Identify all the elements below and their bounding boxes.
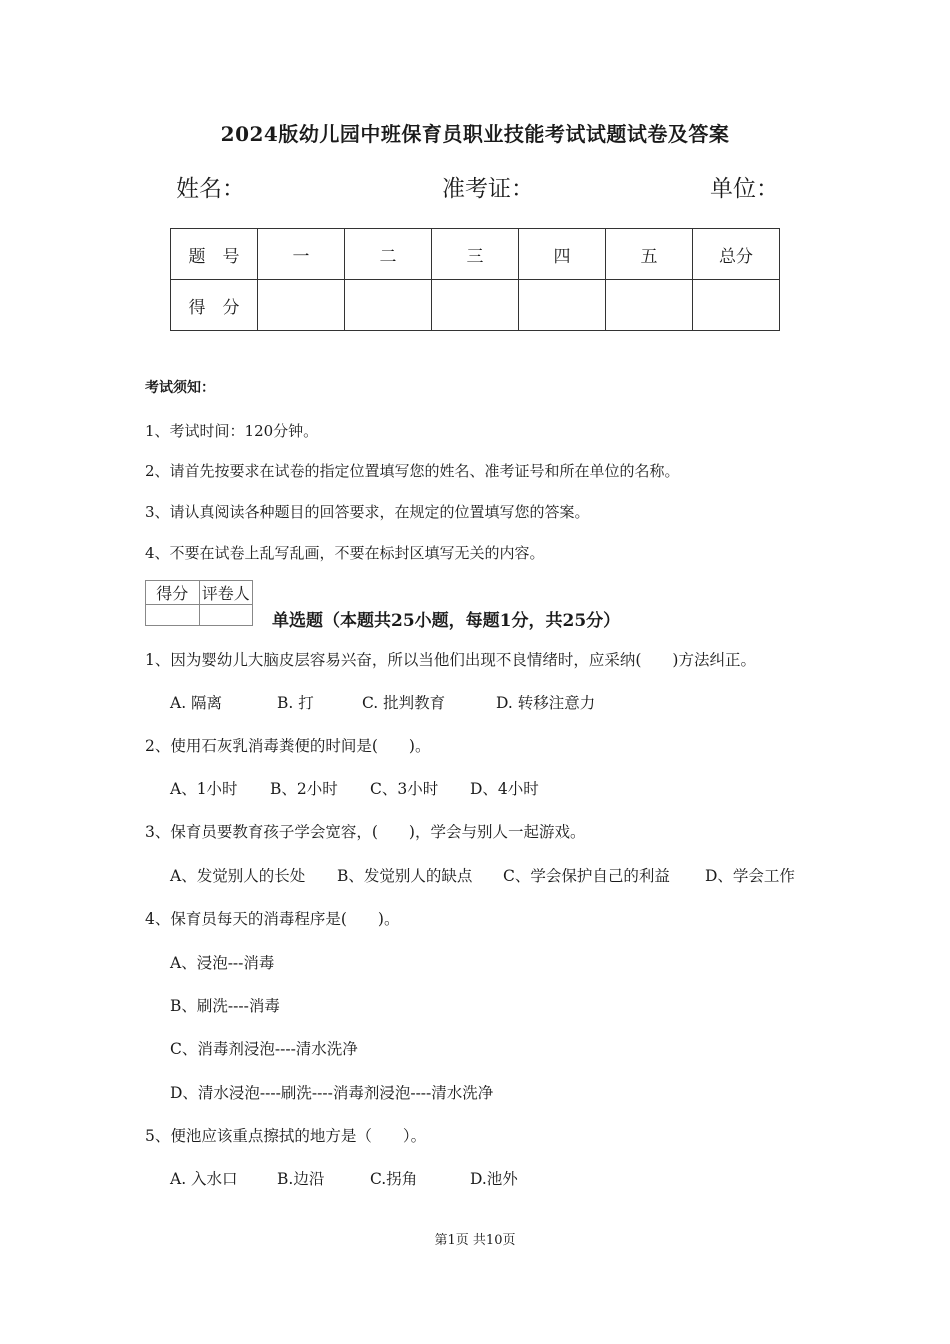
question-text: 2、使用石灰乳消毒粪便的时间是( )。 bbox=[145, 737, 431, 755]
score-table-header-row bbox=[171, 229, 780, 280]
option: D. 转移注意力 bbox=[496, 694, 596, 712]
grader-score-cell bbox=[146, 605, 200, 626]
exam-number-field-label: 准考证： bbox=[442, 176, 534, 202]
score-table-header-total: 总分 bbox=[693, 229, 780, 280]
option: C、学会保护自己的利益 bbox=[503, 867, 670, 885]
score-table-score-row bbox=[171, 280, 780, 331]
option: D、学会工作 bbox=[705, 867, 795, 885]
score-cell bbox=[432, 280, 519, 331]
score-table-header-label: 题 号 bbox=[171, 229, 258, 280]
page-footer: 第1页 共10页 bbox=[434, 1233, 516, 1248]
grader-score-label: 得分 bbox=[146, 581, 200, 605]
question-text: 3、保育员要教育孩子学会宽容，( )，学会与别人一起游戏。 bbox=[145, 823, 586, 841]
option: B.边沿 bbox=[277, 1170, 325, 1188]
option: A、浸泡---消毒 bbox=[170, 954, 275, 972]
grader-box bbox=[145, 580, 253, 626]
option: A、1小时 bbox=[170, 780, 238, 798]
option: B、发觉别人的缺点 bbox=[337, 867, 473, 885]
option: C、3小时 bbox=[370, 780, 439, 798]
option: D.池外 bbox=[470, 1170, 518, 1188]
score-cell bbox=[519, 280, 606, 331]
section-title: 单选题（本题共25小题，每题1分，共25分） bbox=[272, 611, 621, 631]
score-table-header-2: 二 bbox=[345, 229, 432, 280]
score-table bbox=[170, 228, 780, 331]
question-text: 1、因为婴幼儿大脑皮层容易兴奋，所以当他们出现不良情绪时，应采纳( )方法纠正。 bbox=[145, 651, 756, 669]
score-cell bbox=[258, 280, 345, 331]
score-cell bbox=[693, 280, 780, 331]
score-table-header-4: 四 bbox=[519, 229, 606, 280]
score-table-header-5: 五 bbox=[606, 229, 693, 280]
score-cell bbox=[606, 280, 693, 331]
option: A. 隔离 bbox=[170, 694, 223, 712]
option: A. 入水口 bbox=[170, 1170, 238, 1188]
notice-item: 1、考试时间：120分钟。 bbox=[145, 422, 319, 440]
question-text: 4、保育员每天的消毒程序是( )。 bbox=[145, 910, 400, 928]
option: B. 打 bbox=[277, 694, 314, 712]
option: A、发觉别人的长处 bbox=[170, 867, 306, 885]
option: C.拐角 bbox=[370, 1170, 418, 1188]
question-text: 5、便池应该重点擦拭的地方是（ ）。 bbox=[145, 1127, 427, 1145]
grader-reviewer-label: 评卷人 bbox=[199, 581, 253, 605]
option: D、4小时 bbox=[470, 780, 539, 798]
option: C、消毒剂浸泡----清水洗净 bbox=[170, 1040, 358, 1058]
score-cell bbox=[345, 280, 432, 331]
option: B、刷洗----消毒 bbox=[170, 997, 280, 1015]
notice-item: 2、请首先按要求在试卷的指定位置填写您的姓名、准考证号和所在单位的名称。 bbox=[145, 462, 680, 480]
unit-field-label: 单位： bbox=[710, 176, 779, 202]
notice-heading: 考试须知： bbox=[145, 380, 215, 396]
score-table-row-label: 得 分 bbox=[171, 280, 258, 331]
option: C. 批判教育 bbox=[362, 694, 446, 712]
notice-item: 4、不要在试卷上乱写乱画，不要在标封区填写无关的内容。 bbox=[145, 544, 545, 562]
notice-item: 3、请认真阅读各种题目的回答要求，在规定的位置填写您的答案。 bbox=[145, 503, 590, 521]
name-field-label: 姓名： bbox=[176, 176, 245, 202]
option: D、清水浸泡----刷洗----消毒剂浸泡----清水洗净 bbox=[170, 1084, 494, 1102]
score-table-header-3: 三 bbox=[432, 229, 519, 280]
option: B、2小时 bbox=[270, 780, 338, 798]
score-table-header-1: 一 bbox=[258, 229, 345, 280]
grader-reviewer-cell bbox=[199, 605, 253, 626]
document-title: 2024版幼儿园中班保育员职业技能考试试题试卷及答案 bbox=[220, 122, 730, 146]
